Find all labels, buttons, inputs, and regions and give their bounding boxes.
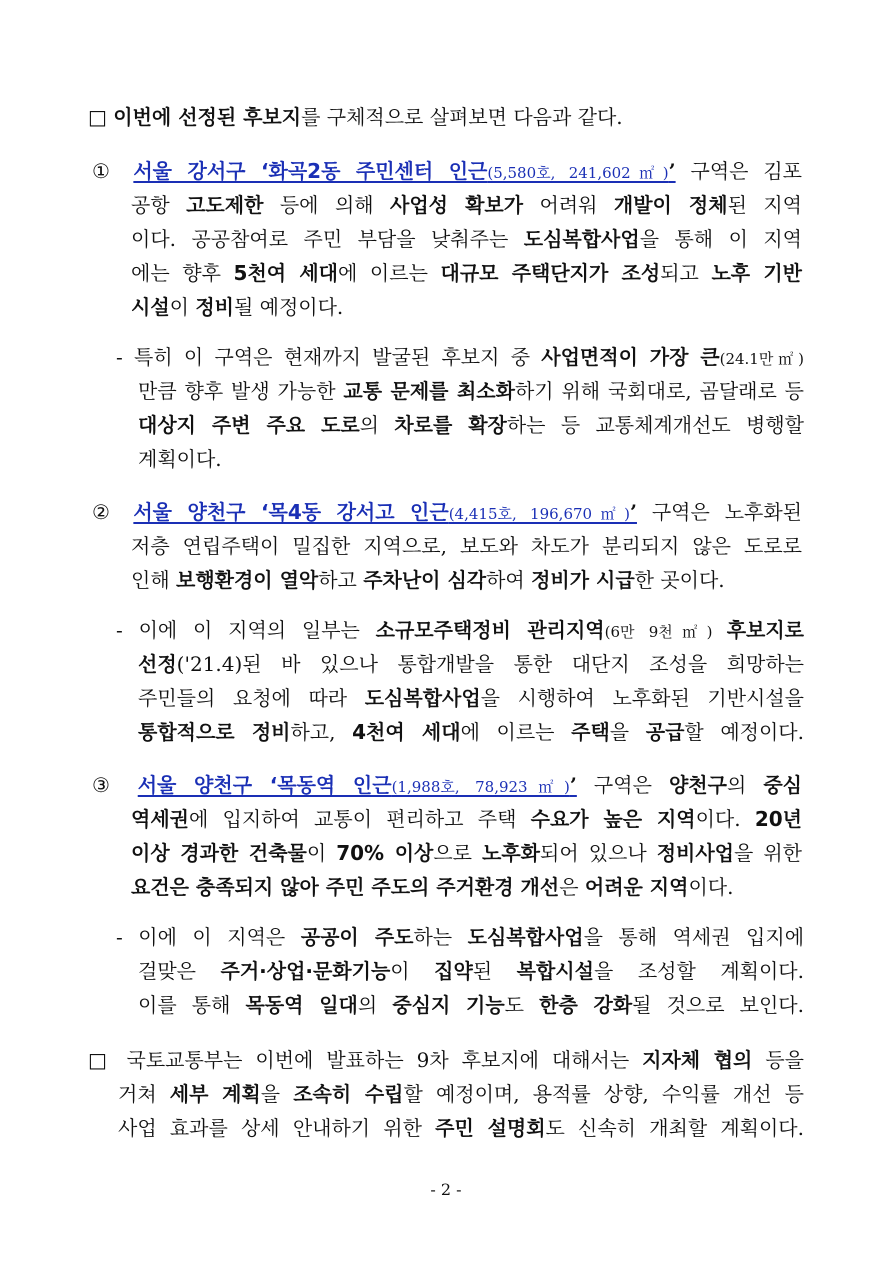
text-run: 등을 bbox=[752, 1048, 804, 1072]
bold-run: 도심복합사업 bbox=[364, 686, 481, 710]
section2-line1 bbox=[88, 1047, 804, 1073]
text-run: 될 예정이다. bbox=[233, 295, 344, 319]
item2-sub-line1 bbox=[116, 617, 804, 645]
text-run: 에 이르는 bbox=[460, 720, 572, 744]
text-run: 도 bbox=[504, 993, 540, 1017]
text-run: - 이에 이 지역은 bbox=[116, 925, 301, 949]
text-run: 을 시행하여 노후화된 기반시설을 bbox=[480, 686, 804, 710]
bold-run: 공급 bbox=[645, 720, 685, 744]
text-run: 구역은 bbox=[576, 773, 669, 797]
text-run: 의 bbox=[359, 413, 395, 437]
item3-line3 bbox=[131, 840, 802, 866]
text-run: 국토교통부는 이번에 발표하는 9차 후보지에 대해서는 bbox=[126, 1048, 643, 1072]
section1-bold: 이번에 선정된 후보지 bbox=[113, 105, 302, 129]
bold-run: 공공이 주도 bbox=[300, 925, 414, 949]
item3-sub-line1 bbox=[116, 924, 804, 950]
bold-run: 선정 bbox=[138, 652, 177, 676]
bold-run: 한층 강화 bbox=[539, 993, 633, 1017]
item1-line1-end: 구역은 김포 bbox=[675, 159, 802, 183]
bold-run: 시설 bbox=[131, 295, 170, 319]
text-run: 에 이르는 bbox=[337, 261, 441, 285]
item2-sub-line4 bbox=[138, 719, 804, 745]
item3-title-size: (1,988호, 78,923㎡) bbox=[391, 778, 570, 796]
text-run: 하는 bbox=[413, 925, 468, 949]
bold-run: 도심복합사업 bbox=[523, 227, 640, 251]
bold-run: 정비사업 bbox=[656, 841, 734, 865]
text-run: 을 통해 이 지역 bbox=[639, 227, 802, 251]
item2-line2 bbox=[131, 533, 802, 559]
bold-run: 사업성 확보가 bbox=[390, 193, 524, 217]
text-run: 등에 의해 bbox=[263, 193, 391, 217]
bold-run: 소규모주택정비 관리지역 bbox=[375, 618, 605, 642]
text-run: ('21.4)된 바 있으나 통합개발을 통한 대단지 조성을 희망하는 bbox=[176, 652, 804, 676]
item2-line1-end: 구역은 노후화된 bbox=[636, 500, 802, 524]
section-box-icon: □ bbox=[88, 1048, 114, 1072]
text-run: 인해 bbox=[131, 568, 176, 592]
text-run: 을 bbox=[260, 1082, 294, 1106]
text-run: 이다. 공공참여로 주민 부담을 낮춰주는 bbox=[131, 227, 524, 251]
bold-run: 세부 계획 bbox=[169, 1082, 261, 1106]
item1-sub-line3 bbox=[138, 412, 804, 438]
text-run: - 특히 이 구역은 현재까지 발굴된 후보지 중 bbox=[116, 345, 542, 369]
section1-line bbox=[88, 104, 623, 130]
item3-line2 bbox=[131, 806, 802, 832]
text-run: 어려워 bbox=[523, 193, 614, 217]
item1-line5 bbox=[131, 294, 343, 320]
bold-run: 중심지 기능 bbox=[392, 993, 505, 1017]
item2-title bbox=[133, 500, 637, 524]
bold-run: 주민 설명회 bbox=[435, 1116, 546, 1140]
text-run: 된 지역 bbox=[727, 193, 802, 217]
text-run: 이 bbox=[169, 295, 196, 319]
item2-sub-line3 bbox=[138, 685, 804, 711]
text-run: 거쳐 bbox=[118, 1082, 170, 1106]
text-run: 하는 등 교통체계개선도 병행할 bbox=[506, 413, 804, 437]
bold-run: 주차난이 심각 bbox=[363, 568, 487, 592]
bold-run: 지자체 협의 bbox=[642, 1048, 753, 1072]
text-run: 을 조성할 계획이다. bbox=[593, 959, 804, 983]
item2-line3 bbox=[131, 567, 725, 593]
text-run: 된 bbox=[472, 959, 517, 983]
bold-run: 보행환경이 열악 bbox=[176, 568, 319, 592]
item3-sub-line2 bbox=[138, 958, 804, 984]
item1-number: ① bbox=[92, 159, 119, 183]
text-run: 할 예정이다. bbox=[684, 720, 804, 744]
item2-title-main: 서울 양천구 ‘목4동 강서고 인근 bbox=[133, 500, 449, 524]
bold-run: 차로를 확장 bbox=[394, 413, 507, 437]
text-run: 저층 연립주택이 밀집한 지역으로, 보도와 차도가 분리되지 않은 도로로 bbox=[131, 534, 802, 558]
text-run: 한 곳이다. bbox=[634, 568, 725, 592]
bold-run: 20년 bbox=[754, 807, 802, 831]
text-run: 에는 향후 bbox=[131, 261, 234, 285]
bold-run: 노후화 bbox=[482, 841, 541, 865]
bold-run: 어려운 지역 bbox=[584, 875, 689, 899]
item3-title bbox=[138, 773, 577, 797]
item1-sub-line2 bbox=[138, 378, 804, 404]
item1-line1 bbox=[92, 158, 802, 186]
text-run: 을 통해 역세권 입지에 bbox=[583, 925, 805, 949]
bold-run: 대상지 주변 주요 도로 bbox=[138, 413, 360, 437]
item3-number: ③ bbox=[92, 773, 121, 797]
item1-line2 bbox=[131, 192, 802, 218]
item3-title-main: 서울 양천구 ‘목동역 인근 bbox=[137, 773, 392, 797]
bold-run: 5천여 세대 bbox=[233, 261, 338, 285]
bold-run: 대규모 주택단지가 조성 bbox=[440, 261, 661, 285]
bold-run: 역세권 bbox=[131, 807, 189, 831]
text-run: 되어 있으나 bbox=[540, 841, 657, 865]
item3-title-end: ’ bbox=[569, 773, 577, 797]
bold-run: 교통 문제를 최소화 bbox=[343, 379, 515, 403]
text-run: 도 신속히 개최할 계획이다. bbox=[545, 1116, 804, 1140]
bold-run: 4천여 세대 bbox=[352, 720, 461, 744]
item2-title-size: (4,415호, 196,670㎡) bbox=[448, 505, 630, 523]
text-run: 공항 bbox=[131, 193, 187, 217]
section2-line3 bbox=[118, 1115, 804, 1141]
item1-sub-line1 bbox=[116, 344, 804, 372]
item2-title-end: ’ bbox=[630, 500, 637, 524]
bold-run: 정비가 시급 bbox=[531, 568, 635, 592]
text-run: 되고 bbox=[660, 261, 712, 285]
item3-line4 bbox=[131, 874, 733, 900]
bold-run: 노후 기반 bbox=[711, 261, 802, 285]
text-run: 은 bbox=[559, 875, 585, 899]
item2-sub-line2 bbox=[138, 651, 804, 677]
text-run: 으로 bbox=[433, 841, 483, 865]
text-run: 걸맞은 bbox=[138, 959, 221, 983]
section1-text: 를 구체적으로 살펴보면 다음과 같다. bbox=[301, 105, 623, 129]
text-run: 에 입지하여 교통이 편리하고 주택 bbox=[188, 807, 531, 831]
text-run: 이다. bbox=[695, 807, 755, 831]
bold-run: 수요가 높은 지역 bbox=[530, 807, 696, 831]
small-run: (24.1만㎡) bbox=[719, 350, 804, 368]
bold-run: 후보지로 bbox=[726, 618, 804, 642]
item1-sub-line4 bbox=[138, 446, 222, 472]
text-run: 만큼 향후 발생 가능한 bbox=[138, 379, 344, 403]
bold-run: 통합적으로 정비 bbox=[138, 720, 291, 744]
text-run: 할 예정이며, 용적률 상향, 수익률 개선 등 bbox=[403, 1082, 804, 1106]
text-run: 하고, bbox=[290, 720, 353, 744]
small-run: (6만 9천㎡) bbox=[604, 623, 727, 641]
section-box-icon: □ bbox=[88, 105, 107, 129]
text-run: 이 bbox=[390, 959, 435, 983]
text-run: 하고 bbox=[318, 568, 364, 592]
bold-run: 중심 bbox=[763, 773, 802, 797]
text-run: 의 bbox=[357, 993, 393, 1017]
item3-line1 bbox=[92, 772, 802, 800]
bold-run: 정비 bbox=[195, 295, 234, 319]
text-run: 하여 bbox=[486, 568, 532, 592]
text-run: 사업 효과를 상세 안내하기 위한 bbox=[118, 1116, 436, 1140]
bold-run: 주거·상업·문화기능 bbox=[220, 959, 391, 983]
text-run: 을 위한 bbox=[733, 841, 802, 865]
text-run: 을 bbox=[609, 720, 646, 744]
bold-run: 이상 경과한 건축물 bbox=[131, 841, 307, 865]
item1-title-end: ’ bbox=[668, 159, 676, 183]
bold-run: 도심복합사업 bbox=[467, 925, 584, 949]
bold-run: 70% 이상 bbox=[336, 841, 434, 865]
bold-run: 사업면적이 가장 큰 bbox=[541, 345, 720, 369]
bold-run: 고도제한 bbox=[186, 193, 264, 217]
bold-run: 개발이 정체 bbox=[613, 193, 728, 217]
text-run: 하기 위해 국회대로, 곰달래로 등 bbox=[514, 379, 804, 403]
item1-title-size: (5,580호, 241,602㎡) bbox=[487, 164, 669, 182]
item1-title bbox=[133, 159, 675, 183]
text-run: 이다. bbox=[688, 875, 734, 899]
bold-run: 목동역 일대 bbox=[245, 993, 358, 1017]
item2-number: ② bbox=[92, 500, 119, 524]
text-run: - 이에 이 지역의 일부는 bbox=[116, 618, 376, 642]
item2-line1 bbox=[92, 499, 802, 527]
text-run: 될 것으로 보인다. bbox=[632, 993, 804, 1017]
text-run: 주민들의 요청에 따라 bbox=[138, 686, 365, 710]
bold-run: 집약 bbox=[434, 959, 473, 983]
bold-run: 주택 bbox=[571, 720, 610, 744]
page-number: - 2 - bbox=[430, 1180, 462, 1199]
bold-run: 조속히 수립 bbox=[293, 1082, 404, 1106]
text-run: 의 bbox=[726, 773, 764, 797]
item1-title-main: 서울 강서구 ‘화곡2동 주민센터 인근 bbox=[133, 159, 488, 183]
text-run: 이를 통해 bbox=[138, 993, 246, 1017]
text-run: 이 bbox=[306, 841, 337, 865]
bold-run: 요건은 충족되지 않아 주민 주도의 주거환경 개선 bbox=[131, 875, 560, 899]
text-run: 계획이다. bbox=[138, 447, 222, 471]
item1-line3 bbox=[131, 226, 802, 252]
item3-sub-line3 bbox=[138, 992, 804, 1018]
bold-run: 복합시설 bbox=[516, 959, 594, 983]
bold-run: 양천구 bbox=[668, 773, 727, 797]
section2-line2 bbox=[118, 1081, 804, 1107]
item1-line4 bbox=[131, 260, 802, 286]
